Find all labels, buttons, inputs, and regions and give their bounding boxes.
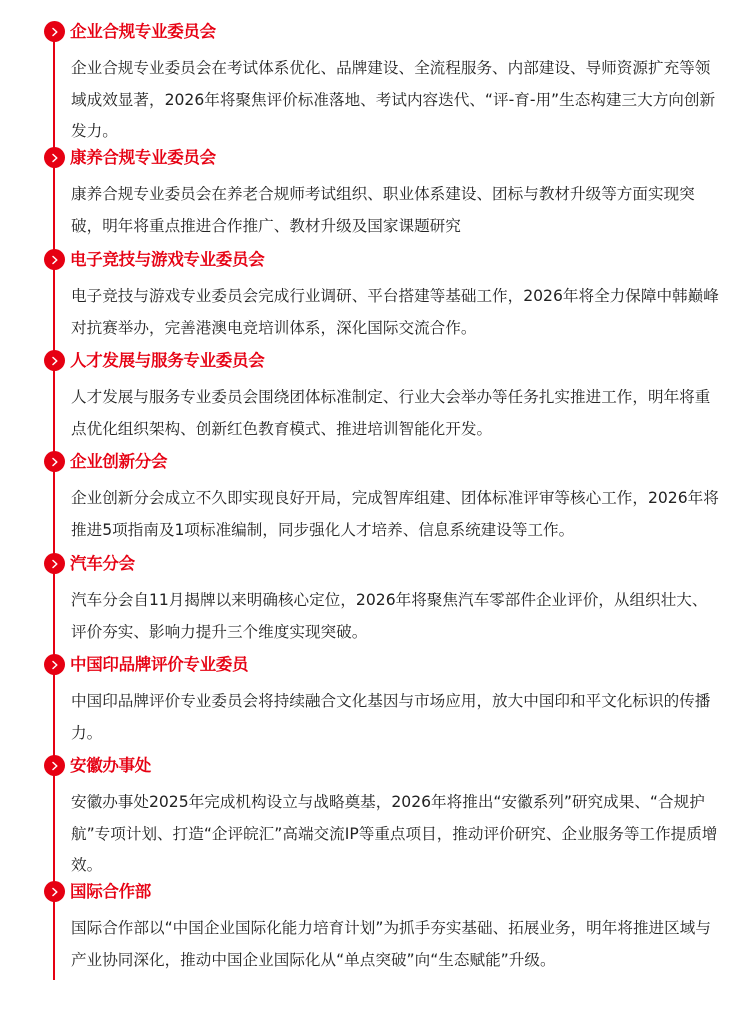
chevron-right-icon: [44, 451, 65, 472]
entry-body: 企业合规专业委员会在考试体系优化、品牌建设、全流程服务、内部建设、导师资源扩充等领域成效显著，2026年将聚焦评价标准落地、考试内容迭代、“评-育-用”生态构建三大方向创新发力。: [71, 59, 716, 140]
entry-body: 中国印品牌评价专业委员会将持续融合文化基因与市场应用，放大中国印和平文化标识的传播力。: [71, 692, 711, 742]
entry-title: 中国印品牌评价专业委员: [70, 655, 249, 674]
chevron-right-icon: [44, 350, 65, 371]
chevron-right-icon: [44, 21, 65, 42]
entry-title: 电子竞技与游戏专业委员会: [70, 250, 265, 269]
timeline-entry-esports-gaming: [0, 246, 744, 347]
chevron-right-icon: [44, 553, 65, 574]
entry-body: 国际合作部以“中国企业国际化能力培育计划”为抓手夯实基础、拓展业务，明年将推进区域与产业协同深化，推动中国企业国际化从“单点突破”向“生态赋能”升级。: [71, 919, 711, 969]
timeline-entry-international-cooperation: [0, 878, 744, 979]
entry-body: 汽车分会自11月揭牌以来明确核心定位，2026年将聚焦汽车零部件企业评价，从组织壮大、评价夯实、影响力提升三个维度实现突破。: [71, 591, 708, 641]
chevron-right-icon: [44, 654, 65, 675]
entry-body: 电子竞技与游戏专业委员会完成行业调研、平台搭建等基础工作，2026年将全力保障中韩巅峰对抗赛举办，完善港澳电竞培训体系，深化国际交流合作。: [71, 287, 719, 337]
chevron-right-icon: [44, 147, 65, 168]
chevron-right-icon: [44, 755, 65, 776]
timeline-entry-china-seal-brand: [0, 651, 744, 752]
entry-title: 汽车分会: [70, 554, 135, 573]
entry-body: 人才发展与服务专业委员会围绕团体标准制定、行业大会举办等任务扎实推进工作，明年将重点优化组织架构、创新红色教育模式、推进培训智能化开发。: [71, 388, 711, 438]
entry-body: 康养合规专业委员会在养老合规师考试组织、职业体系建设、团标与教材升级等方面实现突破，明年将重点推进合作推广、教材升级及国家课题研究: [71, 185, 695, 235]
timeline-entry-elderly-care-compliance: [0, 144, 744, 246]
entry-body: 企业创新分会成立不久即实现良好开局，完成智库组建、团体标准评审等核心工作，2026年将推进5项指南及1项标准编制，同步强化人才培养、信息系统建设等工作。: [71, 489, 719, 539]
entry-title: 企业创新分会: [70, 452, 168, 471]
entry-title: 人才发展与服务专业委员会: [70, 351, 265, 370]
entry-title: 企业合规专业委员会: [70, 22, 216, 41]
timeline-entry-anhui-office: [0, 752, 744, 878]
entry-title: 国际合作部: [70, 882, 152, 901]
entry-title: 安徽办事处: [70, 756, 152, 775]
timeline-entry-enterprise-innovation: [0, 448, 744, 550]
timeline-entry-corporate-compliance: [0, 18, 744, 144]
chevron-right-icon: [44, 249, 65, 270]
entry-title: 康养合规专业委员会: [70, 148, 216, 167]
chevron-right-icon: [44, 881, 65, 902]
timeline-entry-talent-development: [0, 347, 744, 448]
timeline-entry-automotive: [0, 550, 744, 651]
entry-body: 安徽办事处2025年完成机构设立与战略奠基，2026年将推出“安徽系列”研究成果、“合规护航”专项计划、打造“企评皖汇”高端交流IP等重点项目，推动评价研究、企业服务等工作提质增效。: [71, 793, 718, 874]
